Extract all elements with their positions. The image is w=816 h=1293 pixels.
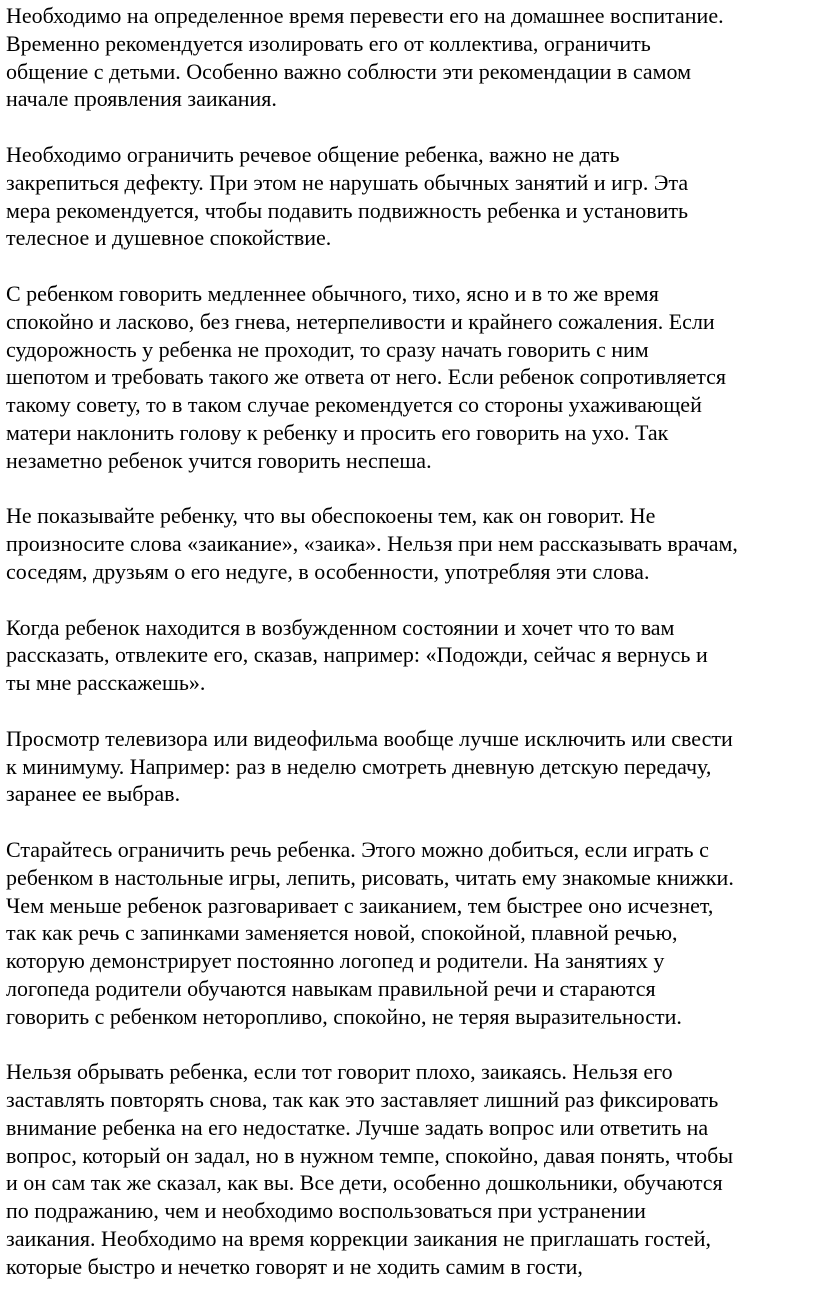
paragraph-6: Просмотр телевизора или видеофильма вообще лучше исключить или свести к минимуму. Например: раз в неделю смотреть дневную детскую передачу, заранее ее выбрав. — [6, 725, 733, 807]
paragraph-3: С ребенком говорить медленнее обычного, тихо, ясно и в то же время спокойно и ласково, без гнева, нетерпеливости и крайнего сожаления. Если судорожность у ребенка не проходит, то сразу начать говорить с ним шепотом и требовать такого же ответа от него. Если ребенок сопротивляется такому совету, то в таком случае рекомендуется со стороны ухаживающей матери наклонить голову к ребенку и просить его говорить на ухо. Так незаметно ребенок учится говорить неспеша. — [6, 280, 726, 473]
paragraph-5: Когда ребенок находится в возбужденном состоянии и хочет что то вам рассказать, отвлеките его, сказав, например: «Подожди, сейчас я вернусь и ты мне расскажешь». — [6, 614, 708, 696]
paragraph-1: Необходимо на определенное время перевести его на домашнее воспитание. Временно рекомендуется изолировать его от коллектива, ограничить общение с детьми. Особенно важно соблюсти эти рекомендации в самом начале проявления заикания. — [6, 3, 724, 112]
paragraph-4: Не показывайте ребенку, что вы обеспокоены тем, как он говорит. Не произносите слова «заикание», «заика». Нельзя при нем рассказывать врачам, соседям, друзьям о его недуге, в особенности, употребляя эти слова. — [6, 503, 738, 584]
paragraph-8: Нельзя обрывать ребенка, если тот говорит плохо, заикаясь. Нельзя его заставлять повторять снова, так как это заставляет лишний раз фиксировать внимание ребенка на его недостатке. Лучше задать вопрос или ответить на вопрос, который он задал, но в нужном темпе, спокойно, давая понять, чтобы и он сам так же сказал, как вы. Все дети, особенно дошкольники, обучаются по подражанию, чем и необходимо воспользоваться при устранении заикания. Необходимо на время коррекции заикания не приглашать гостей, которые быстро и нечетко говорят и не ходить самим в гости, — [6, 1059, 734, 1279]
paragraph-7: Старайтесь ограничить речь ребенка. Этого можно добиться, если играть с ребенком в настольные игры, лепить, рисовать, читать ему знакомые книжки. Чем меньше ребенок разговаривает с заиканием, тем быстрее оно исчезнет, так как речь с запинками заменяется новой, спокойной, плавной речью, которую демонстрирует постоянно логопед и родители. На занятиях у логопеда родители обучаются навыкам правильной речи и стараются говорить с ребенком неторопливо, спокойно, не теряя выразительности. — [6, 836, 734, 1029]
paragraph-2: Необходимо ограничить речевое общение ребенка, важно не дать закрепиться дефекту. При этом не нарушать обычных занятий и игр. Эта мера рекомендуется, чтобы подавить подвижность ребенка и установить телесное и душевное спокойствие. — [6, 141, 689, 251]
